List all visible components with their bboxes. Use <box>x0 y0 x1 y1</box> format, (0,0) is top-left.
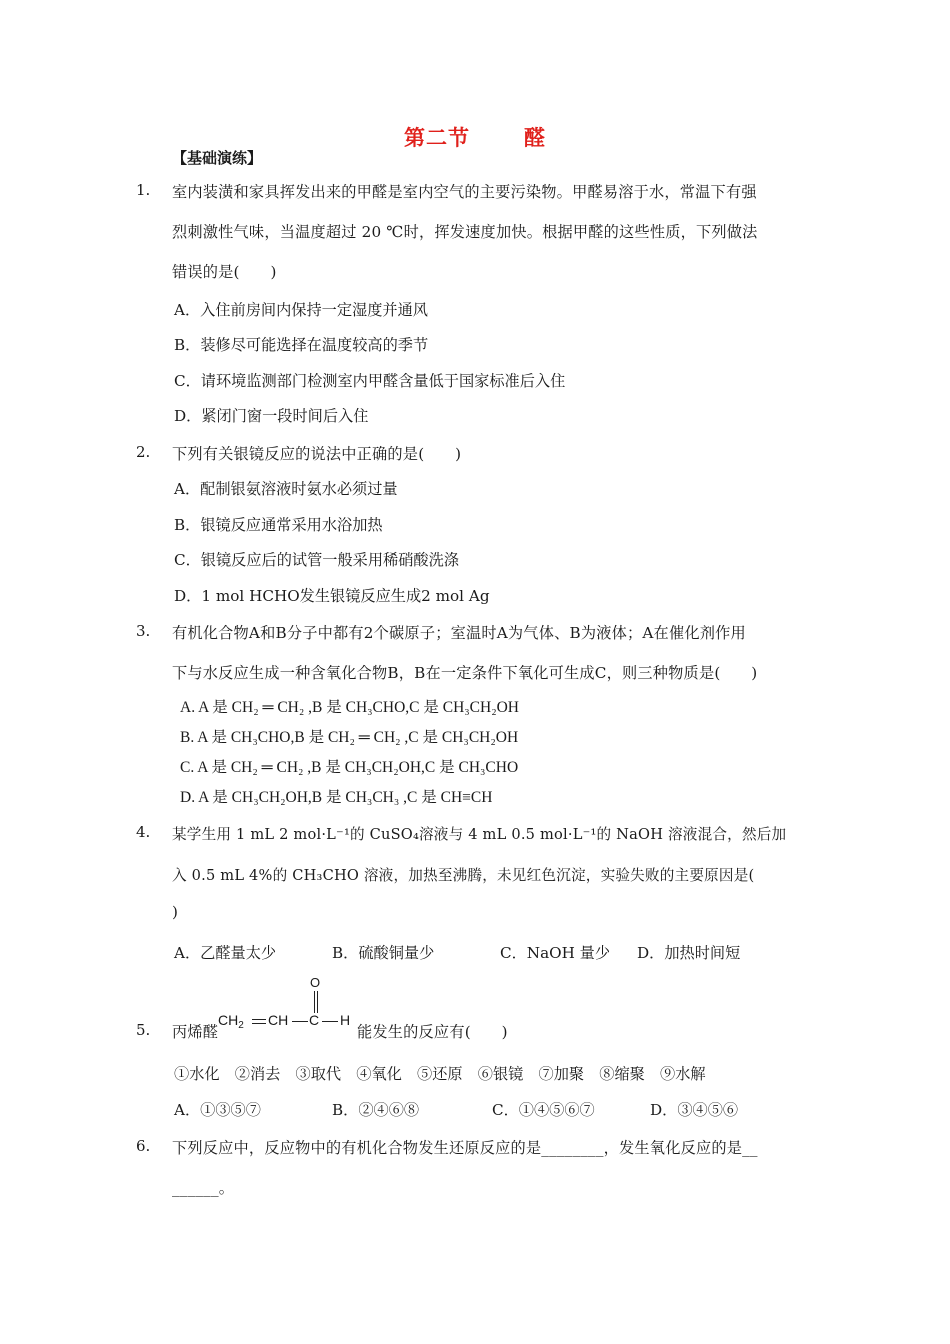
question-number: 4. <box>136 823 151 841</box>
question-text: 烈刺激性气味，当温度超过 20 ℃时，挥发速度加快。根据甲醛的这些性质，下列做法 <box>172 223 758 241</box>
reaction-list: ①水化 ②消去 ③取代 ④氧化 ⑤还原 ⑥银镜 ⑦加聚 ⑧缩聚 ⑨水解 <box>174 1065 706 1083</box>
question-text: ______。 <box>172 1179 235 1197</box>
page-title: 第二节 醛 <box>404 126 546 150</box>
oxygen-atom: O <box>310 975 321 990</box>
ch2-group: $CH_2$ <box>218 1012 244 1031</box>
option: C．NaOH 量少 <box>500 944 611 962</box>
option: D．加热时间短 <box>637 944 741 962</box>
question-number: 3. <box>136 622 151 640</box>
question-text: 某学生用 1 mL 2 mol·L⁻¹的 CuSO₄溶液与 4 mL 0.5 mol·L⁻¹的 NaOH 溶液混合，然后加 <box>172 826 787 843</box>
option: A．乙醛量太少 <box>174 944 277 962</box>
question-text: 能发生的反应有( ) <box>357 1023 508 1041</box>
option: B．银镜反应通常采用水浴加热 <box>174 516 383 534</box>
option: C．请环境监测部门检测室内甲醛含量低于国家标准后入住 <box>174 372 566 390</box>
question-number: 1. <box>136 181 151 199</box>
question-text: 下列有关银镜反应的说法中正确的是( ) <box>172 445 462 463</box>
option: A．配制银氨溶液时氨水必须过量 <box>174 480 398 498</box>
option: A．入住前房间内保持一定湿度并通风 <box>174 301 428 319</box>
option: C．①④⑤⑥⑦ <box>492 1101 595 1119</box>
option: D. A 是 CH₃CH₂OH,B 是 CH₃CH₃ ,C 是 CH≡CH <box>180 789 493 806</box>
question-text: 错误的是( ) <box>172 263 277 281</box>
question-text: 丙烯醛 <box>172 1023 219 1041</box>
question-text: 入 0.5 mL 4%的 CH₃CHO 溶液，加热至沸腾，未见红色沉淀，实验失败的主要原因是( <box>172 867 755 884</box>
option: A. A 是 CH₂ ═ CH₂ ,B 是 CH₃CHO,C 是 CH₃CH₂OH <box>180 699 520 716</box>
option: D．紧闭门窗一段时间后入住 <box>174 407 369 425</box>
single-bond <box>322 1021 338 1022</box>
question-number: 5. <box>136 1021 151 1039</box>
hydrogen-atom: H <box>340 1012 351 1028</box>
carbon-atom: C <box>309 1012 320 1028</box>
single-bond <box>292 1021 308 1022</box>
option: B．硫酸铜量少 <box>332 944 435 962</box>
option: B．装修尽可能选择在温度较高的季节 <box>174 336 429 354</box>
question-text: ) <box>172 903 179 921</box>
double-bond <box>252 1019 266 1024</box>
double-bond-vertical <box>314 991 318 1013</box>
section-label: 【基础演练】 <box>172 149 263 167</box>
option: B. A 是 CH₃CHO,B 是 CH₂ ═ CH₂ ,C 是 CH₃CH₂OH <box>180 729 519 746</box>
option: D．1 mol HCHO发生银镜反应生成2 mol Ag <box>174 587 490 605</box>
question-text: 有机化合物A和B分子中都有2个碳原子；室温时A为气体、B为液体；A在催化剂作用 <box>172 624 746 642</box>
question-text: 下列反应中，反应物中的有机化合物发生还原反应的是________，发生氧化反应的是__ <box>172 1139 758 1157</box>
option: C．银镜反应后的试管一般采用稀硝酸洗涤 <box>174 551 459 569</box>
question-text: 室内装潢和家具挥发出来的甲醛是室内空气的主要污染物。甲醛易溶于水，常温下有强 <box>172 183 757 201</box>
question-number: 6. <box>136 1137 151 1155</box>
option: C. A 是 CH₂ ═ CH₂ ,B 是 CH₃CH₂OH,C 是 CH₃CHO <box>180 759 519 776</box>
option: D．③④⑤⑥ <box>650 1101 739 1119</box>
ch-group: CH <box>268 1012 289 1028</box>
question-text: 下与水反应生成一种含氧化合物B，B在一定条件下氧化可生成C，则三种物质是( ) <box>172 664 758 682</box>
question-number: 2. <box>136 443 151 461</box>
option: B．②④⑥⑧ <box>332 1101 420 1119</box>
option: A．①③⑤⑦ <box>174 1101 261 1119</box>
